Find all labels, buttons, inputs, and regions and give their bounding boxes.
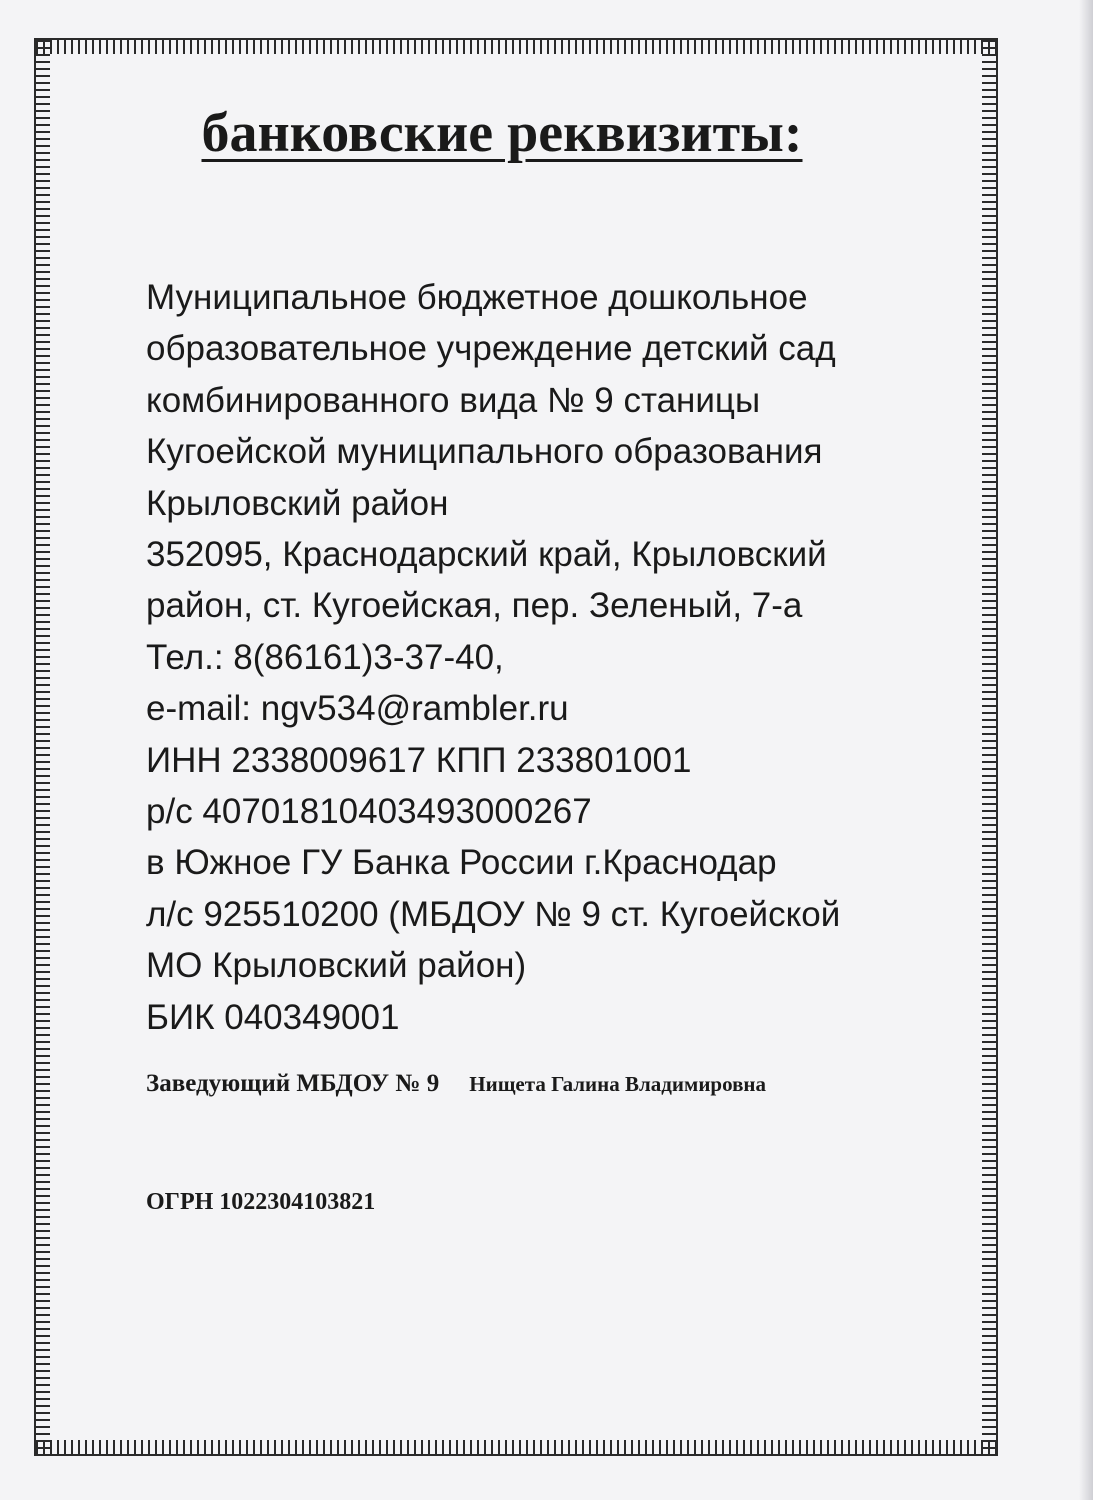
bank-details-block (146, 272, 976, 1043)
details-line-organization-3: комбинированного вида № 9 станицы (146, 380, 761, 420)
details-line-organization-2: образовательное учреждение детский сад (146, 329, 836, 369)
scan-edge-shadow (1079, 0, 1093, 1500)
details-line-personal-account-1: л/с 925510200 (МБДОУ № 9 ст. Кугоейской (146, 894, 841, 934)
document-title: банковские реквизиты: (201, 102, 803, 164)
details-line-address-1: 352095, Краснодарский край, Крыловский (146, 535, 827, 575)
details-line-bik: БИК 040349001 (146, 997, 400, 1037)
details-line-organization-4: Кугоейской муниципального образования (146, 432, 823, 472)
details-line-phone: Тел.: 8(86161)3-37-40, (146, 637, 504, 677)
details-line-bank: в Южное ГУ Банка России г.Краснодар (146, 843, 777, 883)
signature-line (146, 1064, 766, 1104)
details-line-address-2: район, ст. Кугоейская, пер. Зеленый, 7-а (146, 586, 803, 626)
details-line-personal-account-2: МО Крыловский район) (146, 946, 527, 986)
details-line-inn-kpp: ИНН 2338009617 КПП 233801001 (146, 740, 692, 780)
details-line-account: р/с 40701810403493000267 (146, 792, 592, 832)
signature-name: Нищета Галина Владимировна (469, 1072, 767, 1096)
signature-position: Заведующий МБДОУ № 9 (146, 1070, 440, 1097)
border-bottom (34, 1440, 998, 1456)
details-line-email: e-mail: ngv534@rambler.ru (146, 689, 569, 729)
border-left (34, 38, 50, 1456)
border-right (982, 38, 998, 1456)
details-line-organization-5: Крыловский район (146, 483, 449, 523)
details-line-organization-1: Муниципальное бюджетное дошкольное (146, 278, 808, 317)
ogrn-line: ОГРН 1022304103821 (146, 1189, 376, 1215)
border-top (34, 38, 998, 54)
